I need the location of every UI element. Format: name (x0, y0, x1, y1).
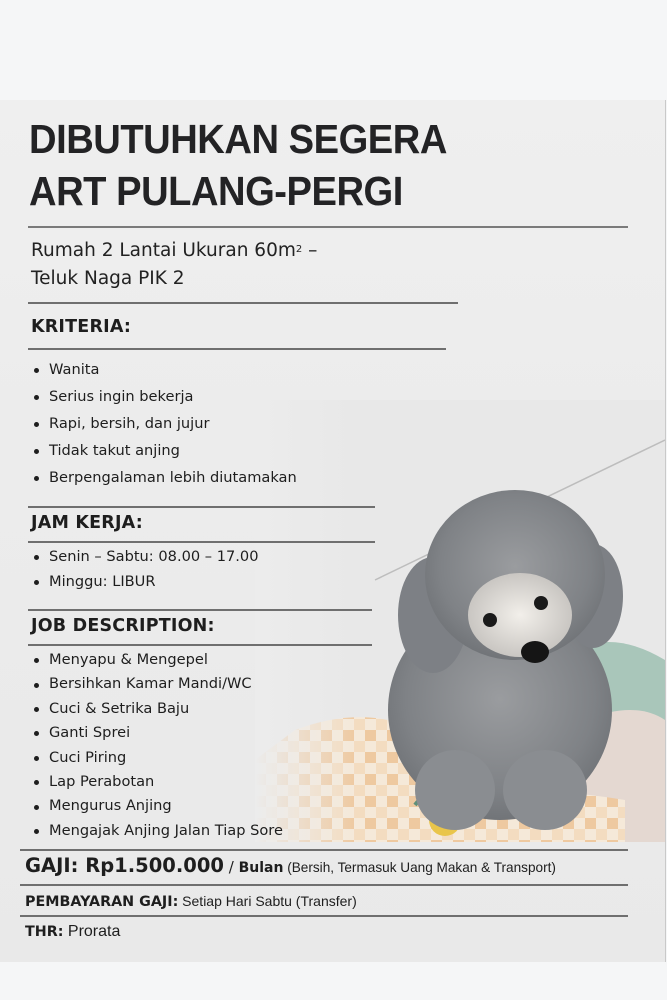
list-item: Wanita (31, 356, 297, 383)
thr-line (25, 921, 120, 941)
payment-label: PEMBAYARAN GAJI: (25, 894, 179, 910)
job-poster (0, 100, 666, 962)
divider (28, 348, 446, 350)
divider (28, 506, 375, 508)
thr-value: Prorata (63, 923, 121, 940)
subtitle-dash: – (302, 240, 318, 261)
divider (20, 849, 628, 851)
list-item: Cuci Piring (31, 746, 283, 770)
salary-unit: Bulan (238, 860, 284, 876)
salary-line (25, 854, 556, 877)
list-item: Lap Perabotan (31, 770, 283, 794)
list-item: Rapi, bersih, dan jujur (31, 410, 297, 437)
salary-slash: / (223, 858, 239, 876)
salary-amount: GAJI: Rp1.500.000 (25, 854, 224, 877)
poster-title-line-1: DIBUTUHKAN SEGERA (29, 116, 447, 162)
divider (28, 644, 372, 646)
divider (28, 541, 375, 543)
list-item: Mengajak Anjing Jalan Tiap Sore (31, 819, 283, 843)
poster-title-line-2: ART PULANG-PERGI (29, 168, 403, 214)
payment-line (25, 891, 357, 910)
dog-photo (255, 400, 665, 842)
divider (20, 884, 628, 886)
list-item: Mengurus Anjing (31, 794, 283, 818)
thr-label: THR: (25, 924, 64, 940)
section-heading-kriteria: KRITERIA: (31, 317, 132, 337)
jam-kerja-list (31, 544, 259, 594)
list-item: Cuci & Setrika Baju (31, 697, 283, 721)
location-subtitle (31, 237, 317, 293)
subtitle-location: Teluk Naga PIK 2 (31, 268, 185, 289)
list-item: Bersihkan Kamar Mandi/WC (31, 672, 283, 696)
section-heading-jam-kerja: JAM KERJA: (31, 513, 143, 533)
subtitle-text: Rumah 2 Lantai Ukuran 60m (31, 240, 296, 261)
divider (28, 609, 372, 611)
salary-note: (Bersih, Termasuk Uang Makan & Transport) (283, 860, 556, 875)
list-item: Serius ingin bekerja (31, 383, 297, 410)
job-description-list (31, 648, 283, 843)
list-item: Ganti Sprei (31, 721, 283, 745)
divider (28, 302, 458, 304)
kriteria-list (31, 356, 297, 492)
list-item: Senin – Sabtu: 08.00 – 17.00 (31, 544, 259, 569)
divider (20, 915, 628, 917)
list-item: Berpengalaman lebih diutamakan (31, 464, 297, 492)
divider (28, 226, 628, 228)
superscript: 2 (295, 244, 303, 255)
list-item: Minggu: LIBUR (31, 569, 259, 594)
list-item: Tidak takut anjing (31, 437, 297, 464)
payment-value: Setiap Hari Sabtu (Transfer) (178, 893, 357, 909)
section-heading-job-description: JOB DESCRIPTION: (31, 616, 215, 636)
list-item: Menyapu & Mengepel (31, 648, 283, 672)
